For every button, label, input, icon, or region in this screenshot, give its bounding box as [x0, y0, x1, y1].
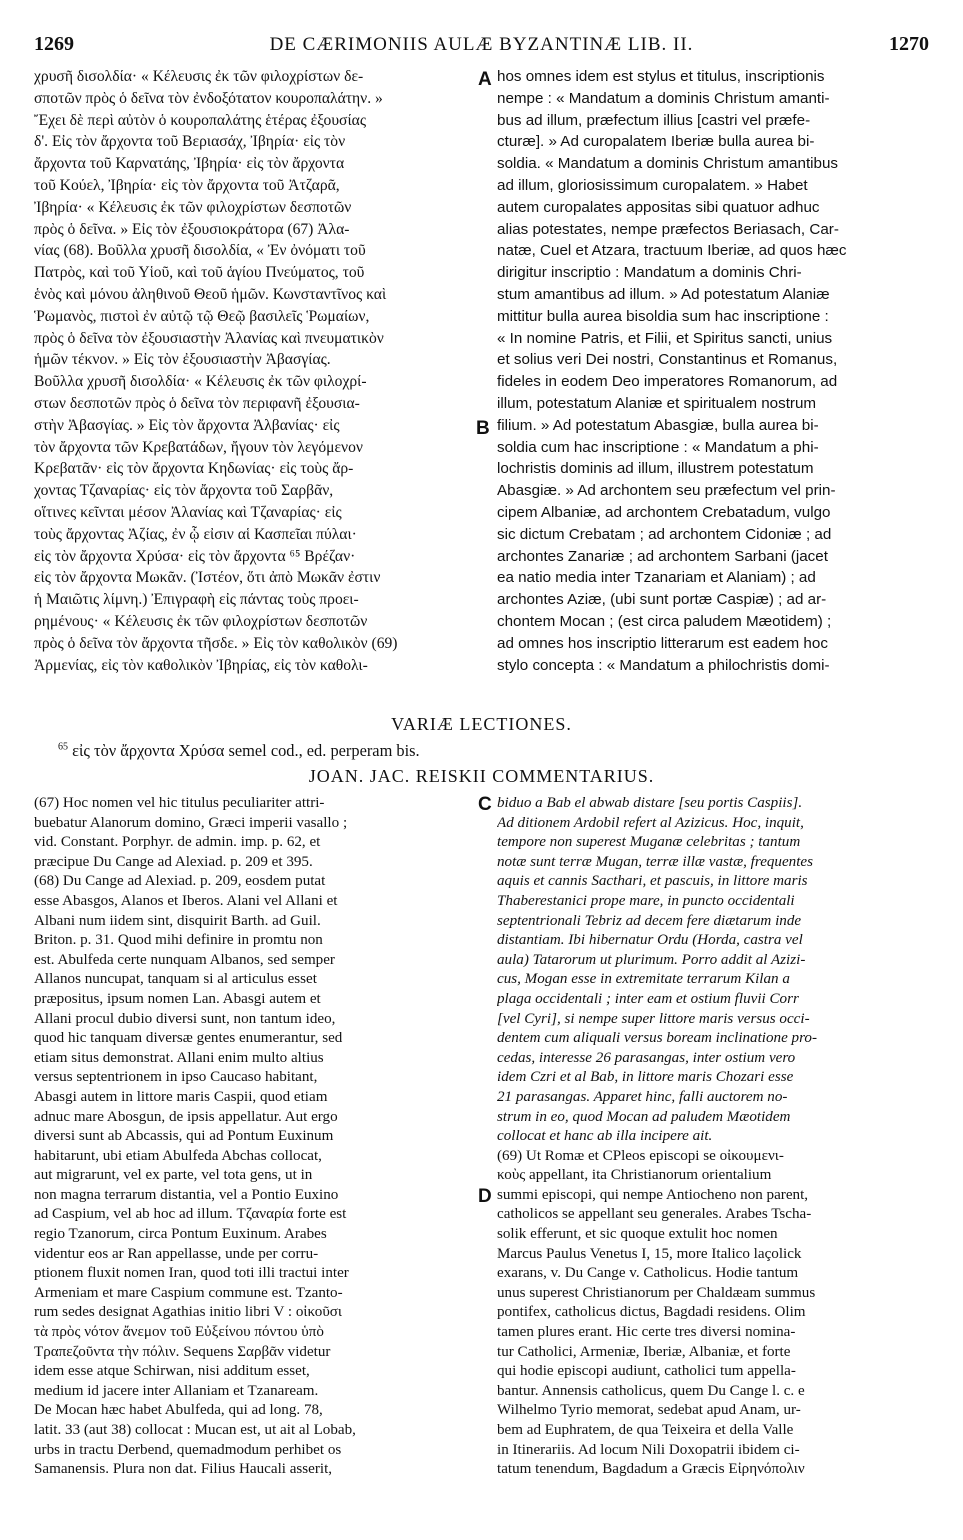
text-line: Allani procul dubio diversi sunt, non tantum ideo,	[34, 1010, 336, 1027]
left-page-number: 1269	[34, 33, 74, 55]
text-line: idem Czri et al Bab, in littore maris Chozari esse	[497, 1069, 794, 1086]
text-line: et solius veri Dei nostri, Constantinus et Romanus,	[497, 351, 838, 369]
text-line: idem esse atque Schirwan, nisi additum esset,	[34, 1363, 310, 1380]
running-header	[34, 33, 929, 61]
text-line: Abasgiæ. » Ad archontem seu præfectum vel prin-	[497, 482, 836, 500]
text-line: πρὸς ὁ δεῖνα. » Εἰς τὸν ἐξουσιοκράτορα (67) Ἀλα-	[34, 220, 350, 238]
text-line: non magna terrarum distantia, vel a Pontio Euxino	[34, 1186, 339, 1203]
text-line: bantur. Annensis catholicus, quem Du Cange l. c. e	[497, 1382, 805, 1399]
text-line: Abasgi autem in littore maris Caspii, quod etiam	[34, 1088, 328, 1105]
text-line: De Mocan hæc habet Abulfeda, qui ad long. 78,	[34, 1402, 323, 1419]
text-line: plaga occidentali ; inter eam et ostium fluvii Corr	[497, 990, 799, 1007]
text-line: τοῦ Κούελ, Ἰβηρία· εἰς τὸν ἄρχοντα τοῦ Ἀτζαρᾶ,	[34, 176, 340, 194]
text-line: [vel Cyri], si nempe super littore maris versus occi-	[497, 1010, 810, 1027]
text-line: Briton. p. 31. Quod mihi definire in promtu non	[34, 932, 323, 949]
text-line: in Itinerariis. Ad locum Nili Doxopatrii ibidem ci-	[497, 1441, 800, 1458]
variae-lectiones-title: VARIÆ LECTIONES.	[391, 714, 572, 734]
text-line: qui hodie episcopi audiunt, catholici tum appella-	[497, 1363, 796, 1380]
text-line: præpositus, ipsum nomen Lan. Abasgi autem et	[34, 990, 321, 1007]
text-line: unus superest Christianorum per Chaldæam summus	[497, 1284, 816, 1301]
text-line: mittitur bulla aurea bisoldia sum hac inscriptione :	[497, 307, 829, 325]
text-line: dirigitur inscriptio : Mandatum a dominis Chri-	[497, 264, 802, 282]
greek-text-column	[34, 66, 474, 716]
text-line: biduo a Bab el abwab distare [seu portis Caspiis].	[497, 795, 803, 811]
text-line: tur Catholici, Armeniæ, Iberiæ, Albaniæ, et forte	[497, 1343, 791, 1360]
text-line: ad Caspium, vel ab hoc ad illum. Τζαναρία forte est	[34, 1206, 347, 1223]
text-line: (67) Hoc nomen vel hic titulus peculiariter attri-	[34, 795, 325, 811]
text-line: ρημένους· « Κέλευσις ἐκ τῶν φιλοχρίστων δεσποτῶν	[34, 612, 368, 630]
text-line: χρυσῆ δισολδία· « Κέλευσις ἐκ τῶν φιλοχρίστων δε-	[34, 68, 364, 85]
margin-marker-b: B	[476, 418, 490, 439]
text-line: χοντας Τζαναρίας· εἰς τὸν ἄρχοντα τοῦ Σαρβᾶν,	[34, 482, 334, 500]
text-line: strum in eo, quod Mocan ad paludem Mæotidem	[497, 1108, 791, 1125]
text-line: εἰς τὸν ἄρχοντα Μωκᾶν. (Ἰστέον, ὅτι ἀπὸ Μωκᾶν ἐστιν	[34, 569, 381, 587]
commentary-right-column	[497, 794, 931, 1514]
text-line: aula) Tatarorum ut plurimum. Porro addit al Azizi-	[497, 951, 806, 968]
text-line: bem ad Euphratem, de qua Teixeira et della Valle	[497, 1422, 794, 1438]
text-line: Τραπεζοῦντα τὴν πόλιν. Sequens Σαρβᾶν videtur	[34, 1343, 331, 1360]
text-line: lochristis dominis ad illum, illustrem potestatum	[497, 460, 814, 478]
text-line: collocat et hanc ab illa incipere ait.	[497, 1128, 713, 1145]
text-line: τοὺς ἄρχοντας Ἀζίας, ἐν ᾧ εἰσιν αἱ Κασπεῖαι πύλαι·	[34, 525, 357, 543]
text-line: habitarunt, ubi etiam Abulfeda Abchas collocat,	[34, 1147, 322, 1164]
commentary-left-column	[34, 794, 472, 1514]
text-line: σποτῶν πρὸς ὁ δεῖνα τὸν ἐνδοξότατον κουροπαλάτην. »	[34, 89, 383, 107]
text-line: τὰ πρὸς νότον ἄνεμον τοῦ Εὐξείνου πόντου ὑπὸ	[34, 1324, 324, 1341]
text-line: tempore non superest Muganæ celebritas ; tantum	[497, 834, 801, 851]
text-line: archontes Aziæ, (ubi sunt portæ Caspiæ) ; ad ar-	[497, 591, 827, 609]
right-page-number: 1270	[888, 33, 929, 55]
text-line: ἄρχοντα τοῦ Καρνατάης, Ἰβηρία· εἰς τὸν ἄρχοντα	[34, 155, 345, 173]
text-line: sic dictum Crebatam ; ad archontem Cidoniæ ; ad	[497, 525, 832, 543]
text-line: bus ad illum, præfectum illius [castri vel præfe-	[497, 111, 811, 129]
text-line: fideles in eodem Deo imperatores Romanorum, ad	[497, 373, 838, 391]
text-line: ad illum, gloriosissimum curopalatem. » Habet	[497, 176, 808, 194]
text-line: Armeniam et mare Caspium commune est. Tzanto-	[34, 1284, 343, 1301]
text-line: filium. » Ad potestatum Abasgiæ, bulla aurea bi-	[497, 416, 819, 434]
text-line: tamen plures erant. Hic certe tres diversi nomina-	[497, 1324, 796, 1341]
text-line: præcipue Du Cange ad Alexiad. p. 209 et 395.	[34, 853, 313, 870]
text-line: 21 parasangas. Apparet hinc, falli auctorem no-	[497, 1088, 788, 1105]
text-line: medium id jacere inter Allaniam et Tzanaream.	[34, 1382, 319, 1399]
text-line: illum, potestatum Alaniæ et spiritualem nostrum	[497, 394, 817, 412]
text-line: soldia. « Mandatum a dominis Christum amantibus	[497, 155, 839, 173]
text-line: alias potestates, nempe præfectos Beriasach, Car-	[497, 220, 839, 238]
text-line: οἵτινες κεῖνται μέσον Ἀλανίας καὶ Τζαναρίας· εἰς	[34, 503, 342, 521]
text-line: solik efferunt, et sic quoque extulit hoc nomen	[497, 1226, 778, 1243]
text-line: Πατρὸς, καὶ τοῦ Υἱοῦ, καὶ τοῦ ἁγίου Πνεύματος, τοῦ	[34, 264, 365, 282]
text-line: adnuc mare Abosgun, de ipsis appellatur. Aut ergo	[34, 1108, 338, 1125]
text-line: soldia cum hac inscriptione : « Mandatum a phi-	[497, 438, 819, 456]
text-line: distantiam. Ibi hibernatur Ordu (Horda, castra vel	[497, 932, 803, 949]
text-line: notæ sunt terræ Mugan, terræ illæ vastæ, frequentes	[497, 853, 813, 870]
text-line: Κρεβατᾶν· εἰς τὸν ἄρχοντα Κηδωνίας· εἰς τοὺς ἄρ-	[34, 460, 354, 478]
text-line: ad omnes hos inscriptio litterarum est eadem hoc	[497, 634, 828, 652]
text-line: Ἰβηρία· « Κέλευσις ἐκ τῶν φιλοχρίστων δεσποτῶν	[34, 198, 352, 216]
text-line: vid. Constant. Porphyr. de admin. imp. p. 62, et	[34, 834, 321, 851]
variant-reading	[58, 741, 420, 761]
margin-marker-d: D	[478, 1186, 492, 1207]
text-line: εἰς τὸν ἄρχοντα Χρύσα· εἰς τὸν ἄρχοντα ⁶⁵ Βρέζαν·	[34, 547, 356, 565]
text-line: Ῥωμανὸς, πιστοὶ ἐν αὐτῷ τῷ Θεῷ βασιλεῖς Ῥωμαίων,	[34, 307, 370, 325]
text-line: regio Tzanorum, circa Pontum Euxinum. Arabes	[34, 1226, 327, 1243]
text-line: nempe : « Mandatum a dominis Christum amanti-	[497, 89, 830, 107]
text-line: etiam situs demonstrat. Allani enim multo altius	[34, 1049, 324, 1066]
text-line: pontifex, catholicus dictus, Bagdadi residens. Olim	[497, 1304, 806, 1321]
text-line: diversi sunt ab Abcassis, qui ad Pontum Euxinum	[34, 1128, 334, 1145]
text-line: ea natio media inter Tzanariam et Alaniam) ; ad	[497, 569, 816, 587]
text-line: Marcus Paulus Venetus I, 15, more Italico laçolick	[497, 1245, 802, 1262]
text-line: κοὺς appellant, ita Christianorum orientalium	[497, 1167, 772, 1184]
text-line: tatum tenendum, Bagdadum a Græcis Εἰρηνόπολιν	[497, 1461, 805, 1478]
text-line: hos omnes idem est stylus et titulus, inscriptionis	[497, 68, 825, 85]
text-line: πρὸς ὁ δεῖνα τὸν ἄρχοντα τῆσδε. » Εἰς τὸν καθολικὸν (69)	[34, 634, 398, 652]
text-line: archontes Zanariæ ; ad archontem Sarbani (jacet	[497, 547, 828, 565]
text-line: τὸν ἄρχοντα τῶν Κρεβατάδων, ἤγουν τὸν λεγόμενον	[34, 438, 363, 456]
text-line: natæ, Cuel et Atzara, tractuum Iberiæ, ad quos hæc	[497, 242, 847, 260]
text-line: ptionem fluxit nomen Iran, quod toti illi tractui inter	[34, 1265, 349, 1282]
text-line: urbs in tractu Derbend, quemadmodum perhibet os	[34, 1441, 342, 1458]
text-line: ἡμῶν τέκνον. » Εἰς τὸν ἐξουσιαστὴν Ἀβασγίας.	[34, 351, 331, 369]
latin-text-column	[497, 66, 931, 716]
text-line: Ἀρμενίας, εἰς τὸν καθολικὸν Ἰβηρίας, εἰς τὸν καθολι-	[34, 656, 368, 674]
text-line: δ'. Εἰς τὸν ἄρχοντα τοῦ Βεριασάχ, Ἰβηρία· εἰς τὸν	[34, 133, 346, 151]
text-line: Thaberestanici prope mare, in puncto occidentali	[497, 892, 795, 909]
text-line: cturæ]. » Ad curopalatem Iberiæ bulla aurea bi-	[497, 133, 815, 151]
text-line: videntur eos ar Ran appellasse, unde per corru-	[34, 1245, 319, 1262]
text-line: Albani num iidem sint, disquirit Barth. ad Guil.	[34, 912, 321, 929]
text-line: Wilhelmo Tyrio memorat, sedebat apud Anam, ur-	[497, 1402, 801, 1419]
running-title: DE CÆRIMONIIS AULÆ BYZANTINÆ LIB. II.	[269, 34, 694, 55]
text-line: dentem cum aliquali versus boream inclinatione pro-	[497, 1030, 817, 1047]
text-line: rum sedes designat Agathias initio libri V : οἰκοῦσι	[34, 1304, 342, 1321]
text-line: Allanos nuncupat, tanquam si al articulus esset	[34, 971, 317, 988]
text-line: cus, Mogan esse in extremitate terrarum Kilan a	[497, 971, 790, 988]
text-line: catholicos se appellant seu generales. Arabes Tscha-	[497, 1206, 812, 1223]
commentary-title: JOAN. JAC. REISKII COMMENTARIUS.	[308, 766, 655, 786]
text-line: chontem Mocan ; (est circa paludem Mæotidem) ;	[497, 612, 832, 630]
text-line: « In nomine Patris, et Filii, et Spiritus sancti, unius	[497, 329, 833, 347]
text-line: aquis et cannis Sacthari, et pascuis, in littore maris	[497, 873, 808, 890]
margin-marker-c: C	[478, 794, 492, 815]
text-line: exarans, v. Du Cange v. Catholicus. Hodie tantum	[497, 1265, 799, 1282]
text-line: stylo concepta : « Mandatum a philochristis domi-	[497, 656, 830, 674]
margin-marker-a: A	[478, 69, 492, 90]
text-line: (68) Du Cange ad Alexiad. p. 209, eosdem putat	[34, 873, 326, 890]
text-line: ἡ Μαιῶτις λίμνη.) Ἐπιγραφὴ εἰς πάντας τοὺς προει-	[34, 591, 359, 609]
text-line: cipem Albaniæ, ad archontem Crebatadum, vulgo	[497, 503, 831, 521]
text-line: quod hic tanquam diversæ gentes enumerantur, sed	[34, 1030, 343, 1047]
text-line: buebatur Alanorum domino, Græci imperii vasallo ;	[34, 814, 348, 831]
text-line: στὴν Ἀβασγίας. » Εἰς τὸν ἄρχοντα Ἀλβανίας· εἰς	[34, 416, 340, 434]
text-line: latit. 33 (aut 38) collocat : Mucan est, ut ait al Lobab,	[34, 1422, 356, 1438]
text-line: summi episcopi, qui nempe Antiocheno non parent,	[497, 1186, 809, 1203]
text-line: στων δεσποτῶν πρὸς ὁ δεῖνα τὸν περιφανῆ ἐξουσια-	[34, 394, 360, 412]
text-line: est. Abulfeda certe nunquam Albanos, sed semper	[34, 951, 335, 968]
text-line: Ad ditionem Ardobil refert al Azizicus. Hoc, inquit,	[497, 814, 804, 831]
text-line: septentrionali Tebriz ad decem fere diætarum inde	[497, 912, 802, 929]
text-line: versus septentrionem in ipso Caucaso habitant,	[34, 1069, 318, 1086]
text-line: νίας (68). Βοῦλλα χρυσῆ δισολδία, « Ἐν ὀνόματι τοῦ	[34, 242, 366, 260]
variant-note-number: 65	[58, 741, 68, 753]
text-line: ἑνὸς καὶ μόνου ἀληθινοῦ Θεοῦ ἡμῶν. Κωνσταντῖνος καὶ	[34, 285, 387, 303]
text-line: πρὸς ὁ δεῖνα τὸν ἐξουσιαστὴν Ἀλανίας καὶ πνευματικὸν	[34, 329, 384, 347]
variant-note-text: εἰς τὸν ἄρχοντα Χρύσα semel cod., ed. perperam bis.	[72, 741, 420, 760]
text-line: esse Abasgos, Alanos et Iberos. Alani vel Allani et	[34, 892, 338, 909]
text-line: (69) Ut Romæ et CPleos episcopi se οἰκουμενι-	[497, 1147, 784, 1164]
text-line: Βοῦλλα χρυσῆ δισολδία· « Κέλευσις ἐκ τῶν φιλοχρί-	[34, 373, 367, 391]
text-line: aut migrarunt, vel ex parte, vel tota gens, ut in	[34, 1167, 313, 1184]
text-line: Ἔχει δὲ περὶ αὐτὸν ὁ κουροπαλάτης ἑτέρας ἐξουσίας	[34, 111, 367, 129]
text-line: autem curopalates appositas sibi quatuor adhuc	[497, 198, 820, 216]
text-line: Samanensis. Plura non dat. Filius Haucali asserit,	[34, 1461, 333, 1478]
text-line: cedas, interesse 26 parasangas, inter ostium vero	[497, 1049, 796, 1066]
text-line: stum amantibus ad illum. » Ad potestatum Alaniæ	[497, 285, 830, 303]
